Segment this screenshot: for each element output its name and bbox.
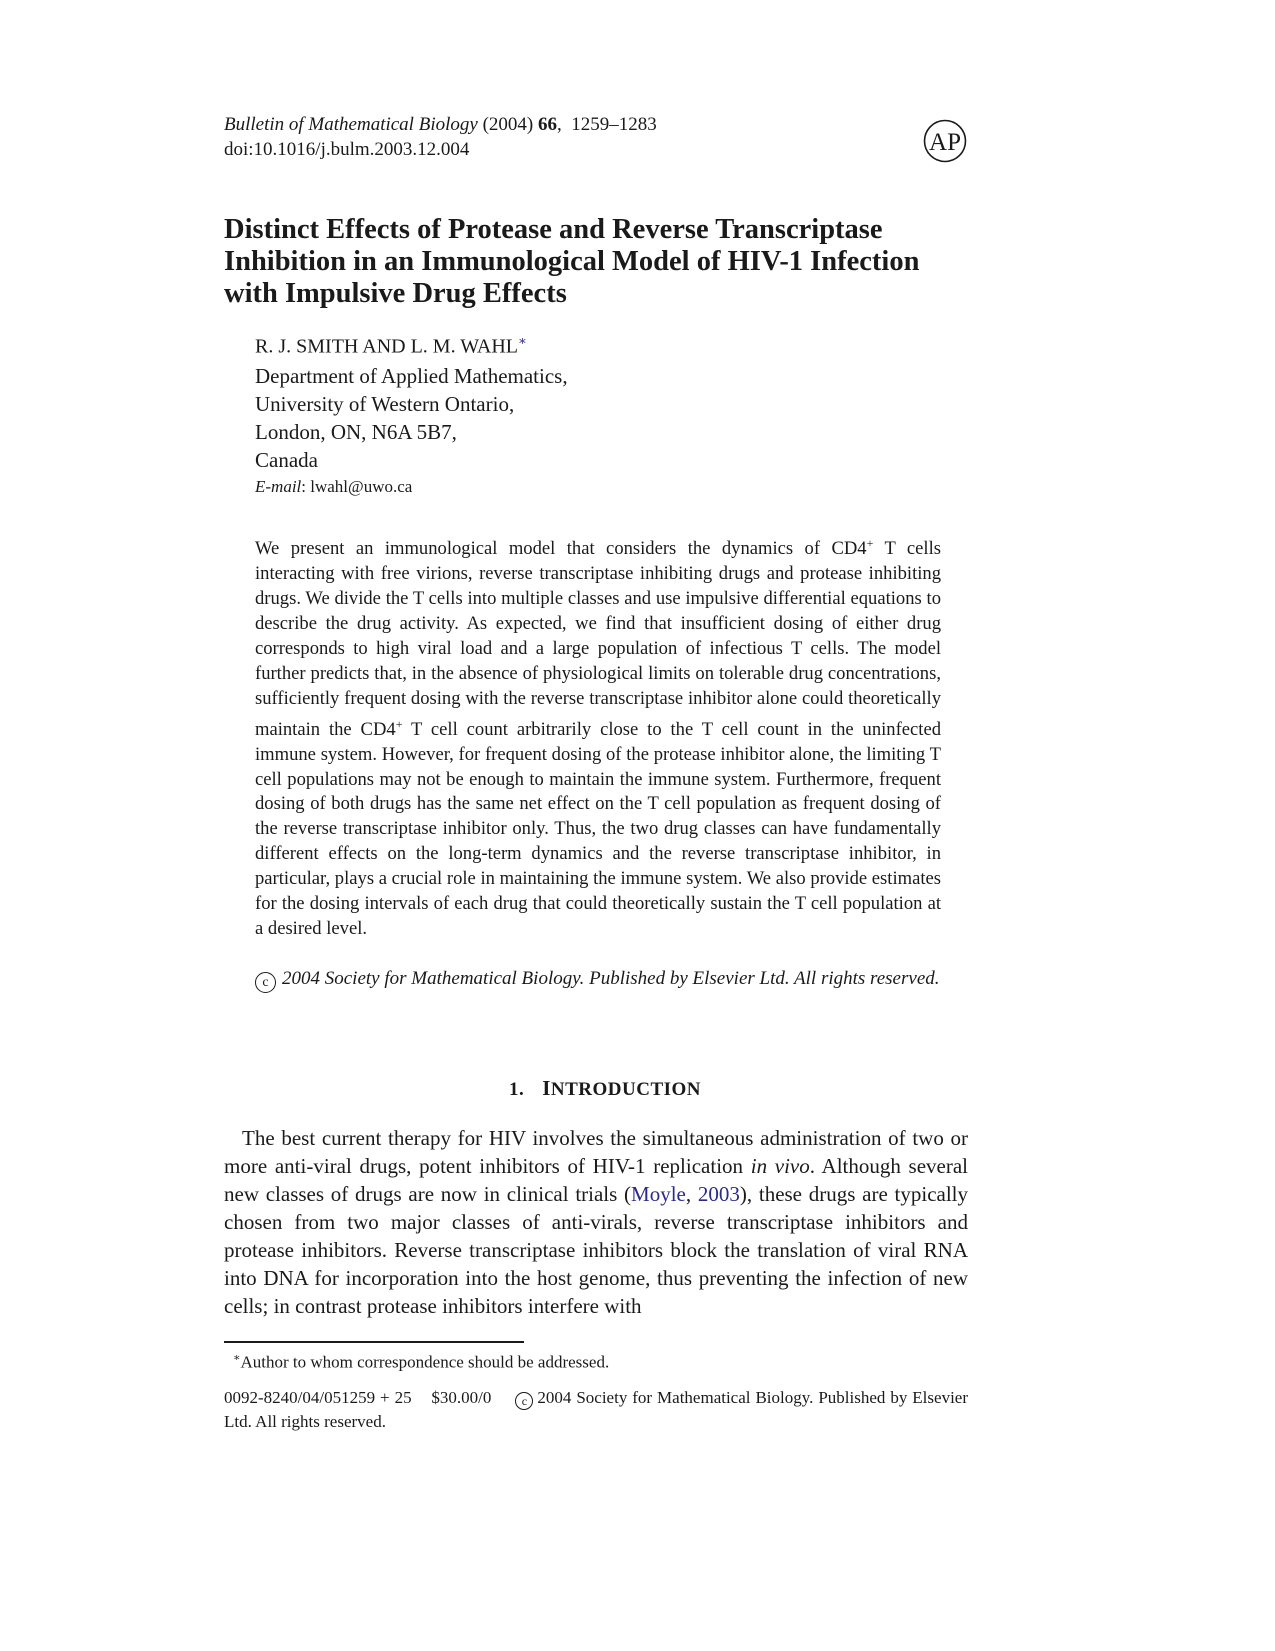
section-title-initial: I <box>542 1076 551 1100</box>
intro-italic: in vivo <box>750 1154 810 1178</box>
intro-text: The best current therapy for HIV involves the simultaneous administration of two or more anti-viral drugs, potent inhibitors of HIV-1 replication <box>224 1126 968 1178</box>
email-line: E-mail: lwahl@uwo.ca <box>255 477 413 496</box>
intro-text: . Although several new classes of drugs are now in clinical trials ( <box>224 1154 969 1206</box>
article-title <box>224 214 984 310</box>
citation-separator: , <box>685 1182 698 1206</box>
title-line: Inhibition in an Immunological Model of HIV-1 Infection <box>224 246 920 277</box>
intro-paragraph <box>224 1124 968 1320</box>
copyright-icon: c <box>255 972 276 993</box>
journal-citation: Bulletin of Mathematical Biology (2004) 66, 1259–1283 <box>224 114 657 135</box>
intro-text: ), these drugs are typically chosen from two major classes of anti-virals, reverse transcriptase inhibitors and protease inhibitors. Reverse transcriptase inhibitors block the translation of viral RNA into DNA for incorporation into the host genome, thus preventing the infection of new cells; in contrast protease inhibitors interfere with <box>224 1182 969 1318</box>
copyright-icon: c <box>515 1392 533 1410</box>
publisher-text: 2004 Society for Mathematical Biology. Published by Elsevier Ltd. All rights reserved. <box>224 1388 968 1431</box>
journal-volume: 66 <box>537 114 557 135</box>
citation-author-link[interactable]: Moyle <box>631 1182 686 1206</box>
section-title-rest: NTRODUCTION <box>550 1079 702 1100</box>
issn-code: 0092-8240/04/051259 + 25 $30.00/0 <box>224 1388 492 1407</box>
superscript: + <box>395 716 403 731</box>
publisher-line <box>224 1386 968 1433</box>
affiliation-line: London, ON, N6A 5B7, <box>255 420 457 444</box>
journal-year: (2004) <box>482 114 534 135</box>
abstract-copyright <box>255 966 941 993</box>
footnote-text: Author to whom correspondence should be addressed. <box>240 1352 610 1372</box>
corresponding-author-mark[interactable]: ∗ <box>517 333 527 348</box>
publisher-logo-icon <box>923 119 967 163</box>
abstract-text: T cells interacting with free virions, reverse transcriptase inhibiting drugs and protease inhibiting drugs. We divide the T cells into multiple classes and use impulsive differential equations to describe the drug activity. As expected, we find that insufficient dosing of either drug corresponds to high viral load and a large population of infectious T cells. The model further predicts that, in the absence of physiological limits on tolerable drug concentrations, sufficiently frequent dosing with the reverse transcriptase inhibitor alone could theoretically maintain the CD4 <box>255 538 941 740</box>
journal-name: Bulletin of Mathematical Biology <box>224 114 478 135</box>
footnote-mark: ∗ <box>233 1352 241 1364</box>
footnote <box>233 1347 609 1374</box>
journal-header <box>224 112 657 162</box>
authors <box>255 329 527 359</box>
affiliation-line: Canada <box>255 448 318 472</box>
section-heading <box>224 1076 986 1101</box>
citation-year-link[interactable]: 2003 <box>697 1182 740 1206</box>
publisher-logo-text: AP <box>929 129 961 156</box>
footnote-rule <box>224 1341 524 1343</box>
author-names: R. J. SMITH AND L. M. WAHL <box>255 335 518 358</box>
email-label: E-mail <box>255 477 302 496</box>
doi: doi:10.1016/j.bulm.2003.12.004 <box>224 139 470 160</box>
copyright-text: 2004 Society for Mathematical Biology. Published by Elsevier Ltd. All rights reserved. <box>282 968 940 989</box>
email-address[interactable]: lwahl@uwo.ca <box>310 477 413 496</box>
abstract-text: We present an immunological model that considers the dynamics of CD4 <box>255 538 867 560</box>
section-number: 1. <box>508 1079 525 1100</box>
abstract <box>255 531 941 942</box>
title-line: Distinct Effects of Protease and Reverse Transcriptase <box>224 214 883 245</box>
superscript: + <box>866 536 874 550</box>
abstract-text: T cell count arbitrarily close to the T cell count in the uninfected immune system. However, for frequent dosing of the protease inhibitor alone, the limiting T cell populations may not be enough to maintain the immune system. Furthermore, frequent dosing of both drugs has the same net effect on the T cell population as frequent dosing of the reverse transcriptase inhibitor only. Thus, the two drug classes can have fundamentally different effects on the long-term dynamics and the reverse transcriptase inhibitor, in particular, plays a crucial role in maintaining the immune system. We also provide estimates for the dosing intervals of each drug that could theoretically sustain the T cell population at a desired level. <box>255 718 942 939</box>
affiliation <box>255 362 568 474</box>
title-line: with Impulsive Drug Effects <box>224 278 567 309</box>
affiliation-line: Department of Applied Mathematics, <box>255 364 568 388</box>
affiliation-line: University of Western Ontario, <box>255 392 515 416</box>
journal-pages: 1259–1283 <box>571 114 657 135</box>
